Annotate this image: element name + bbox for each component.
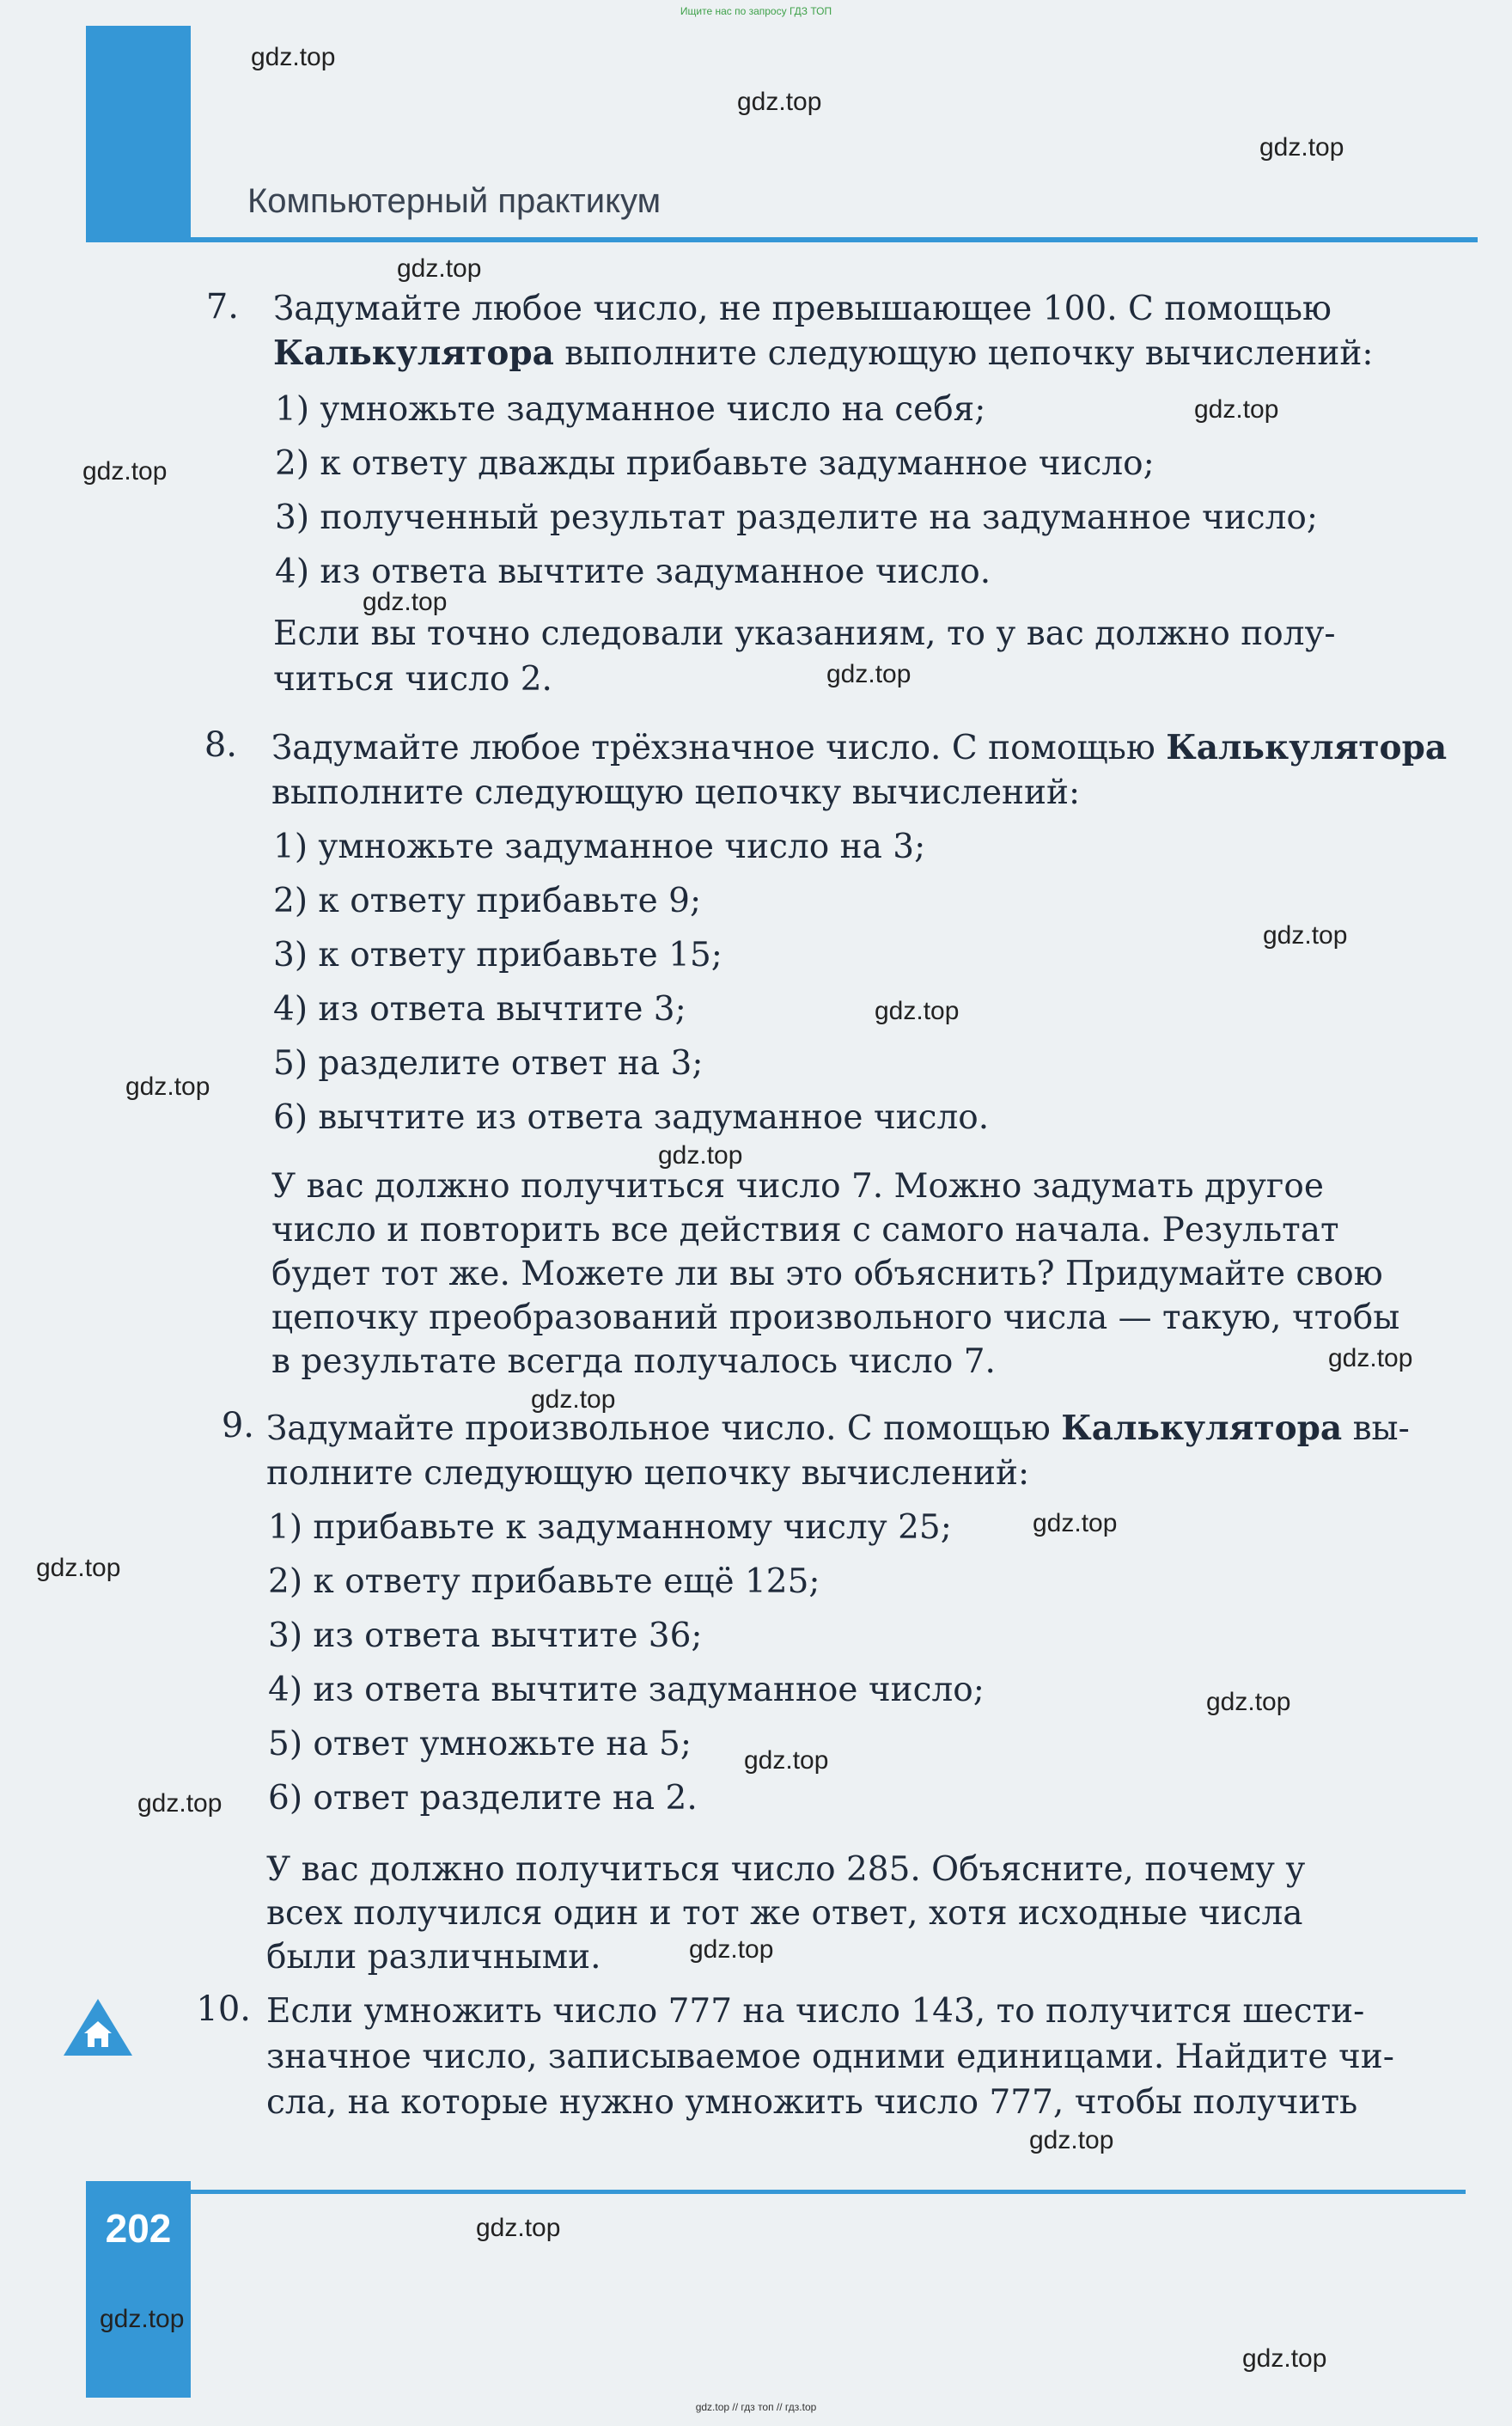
footer-rule bbox=[191, 2190, 1466, 2194]
bottom-banner-link[interactable]: gdz.top // гдз топ // гдз.top bbox=[695, 2401, 817, 2413]
task-line: У вас должно получиться число 7. Можно задумать другое bbox=[271, 1167, 1324, 1206]
task-line: число и повторить все действия с самого начала. Результат bbox=[271, 1211, 1339, 1250]
watermark: gdz.top bbox=[744, 1746, 829, 1775]
task-step: 4) из ответа вычтите задуманное число. bbox=[275, 553, 991, 591]
page-number: 202 bbox=[105, 2206, 172, 2251]
watermark: gdz.top bbox=[531, 1385, 616, 1414]
task-number: 9. bbox=[221, 1406, 254, 1445]
header-rule bbox=[86, 237, 1478, 242]
header-band bbox=[86, 26, 191, 239]
task-line: полните следующую цепочку вычислений: bbox=[266, 1454, 1030, 1493]
task-step: 1) умножьте задуманное число на 3; bbox=[273, 828, 926, 866]
task-step: 1) умножьте задуманное число на себя; bbox=[275, 390, 986, 429]
task-step: 2) к ответу прибавьте 9; bbox=[273, 882, 702, 920]
task-line: выполните следующую цепочку вычислений: bbox=[271, 773, 1081, 812]
watermark: gdz.top bbox=[826, 660, 911, 688]
watermark: gdz.top bbox=[1328, 1344, 1413, 1372]
task-step: 3) к ответу прибавьте 15; bbox=[273, 936, 722, 975]
bold-term: Калькулятора bbox=[273, 333, 554, 373]
task-line-text: выполните следующую цепочку вычислений: bbox=[564, 334, 1374, 373]
task-step: 6) вычтите из ответа задуманное число. bbox=[273, 1098, 990, 1137]
task-step: 1) прибавьте к задуманному числу 25; bbox=[268, 1508, 952, 1547]
task-line bbox=[273, 331, 1373, 376]
task-step: 2) к ответу прибавьте ещё 125; bbox=[268, 1562, 820, 1601]
task-step: 4) из ответа вычтите 3; bbox=[273, 990, 686, 1029]
watermark: gdz.top bbox=[1263, 921, 1348, 950]
watermark: gdz.top bbox=[476, 2214, 561, 2242]
task-line-text: Задумайте произвольное число. С помощью bbox=[266, 1409, 1051, 1448]
watermark: gdz.top bbox=[1259, 133, 1344, 162]
task-line: читься число 2. bbox=[273, 660, 552, 699]
page-title: Компьютерный практикум bbox=[247, 182, 662, 220]
task-number: 10. bbox=[196, 1989, 251, 2029]
task-line: будет тот же. Можете ли вы это объяснить? Придумайте свою bbox=[271, 1255, 1383, 1293]
task-line bbox=[266, 1406, 1410, 1451]
task-step: 4) из ответа вычтите задуманное число; bbox=[268, 1671, 985, 1709]
task-step: 3) из ответа вычтите 36; bbox=[268, 1616, 703, 1655]
bold-term: Калькулятора bbox=[1061, 1409, 1343, 1448]
task-line bbox=[271, 725, 1447, 771]
watermark: gdz.top bbox=[1033, 1509, 1118, 1537]
home-icon[interactable] bbox=[60, 1995, 136, 2059]
watermark: gdz.top bbox=[397, 254, 482, 283]
task-number: 8. bbox=[204, 725, 237, 765]
watermark: gdz.top bbox=[1242, 2344, 1327, 2373]
watermark: gdz.top bbox=[100, 2305, 185, 2333]
task-line: сла, на которые нужно умножить число 777, чтобы получить bbox=[266, 2083, 1358, 2122]
task-line-text: вы- bbox=[1342, 1409, 1410, 1448]
bold-term: Калькулятора bbox=[1166, 728, 1448, 767]
watermark: gdz.top bbox=[737, 88, 822, 116]
watermark: gdz.top bbox=[689, 1935, 774, 1964]
task-line: Если умножить число 777 на число 143, то получится шести- bbox=[266, 1992, 1365, 2031]
watermark: gdz.top bbox=[875, 997, 960, 1025]
task-line: У вас должно получиться число 285. Объясните, почему у bbox=[266, 1850, 1306, 1889]
watermark: gdz.top bbox=[82, 457, 168, 486]
task-line: цепочку преобразований произвольного числа — такую, чтобы bbox=[271, 1299, 1400, 1337]
task-step: 3) полученный результат разделите на задуманное число; bbox=[275, 498, 1319, 537]
task-line: значное число, записываемое одними единицами. Найдите чи- bbox=[266, 2038, 1394, 2076]
watermark: gdz.top bbox=[1029, 2126, 1114, 2154]
task-number: 7. bbox=[205, 287, 239, 327]
watermark: gdz.top bbox=[1194, 395, 1279, 424]
top-banner-link[interactable]: Ищите нас по запросу ГДЗ ТОП bbox=[680, 5, 832, 17]
watermark: gdz.top bbox=[137, 1789, 223, 1818]
task-line: были различными. bbox=[266, 1938, 601, 1977]
task-step: 6) ответ разделите на 2. bbox=[268, 1779, 698, 1818]
watermark: gdz.top bbox=[1206, 1688, 1291, 1716]
task-line: Если вы точно следовали указаниям, то у вас должно полу- bbox=[273, 614, 1336, 653]
watermark: gdz.top bbox=[125, 1072, 210, 1101]
task-step: 5) разделите ответ на 3; bbox=[273, 1044, 704, 1083]
task-line-text: Задумайте любое трёхзначное число. С помощью bbox=[271, 729, 1155, 767]
task-line: в результате всегда получалось число 7. bbox=[271, 1342, 996, 1381]
watermark: gdz.top bbox=[658, 1141, 743, 1170]
task-step: 5) ответ умножьте на 5; bbox=[268, 1725, 692, 1763]
task-line: всех получился один и тот же ответ, хотя исходные числа bbox=[266, 1894, 1303, 1933]
task-line: Задумайте любое число, не превышающее 100. С помощью bbox=[273, 290, 1332, 328]
watermark: gdz.top bbox=[251, 43, 336, 71]
task-step: 2) к ответу дважды прибавьте задуманное число; bbox=[275, 444, 1155, 483]
watermark: gdz.top bbox=[363, 588, 448, 616]
watermark: gdz.top bbox=[36, 1554, 121, 1582]
